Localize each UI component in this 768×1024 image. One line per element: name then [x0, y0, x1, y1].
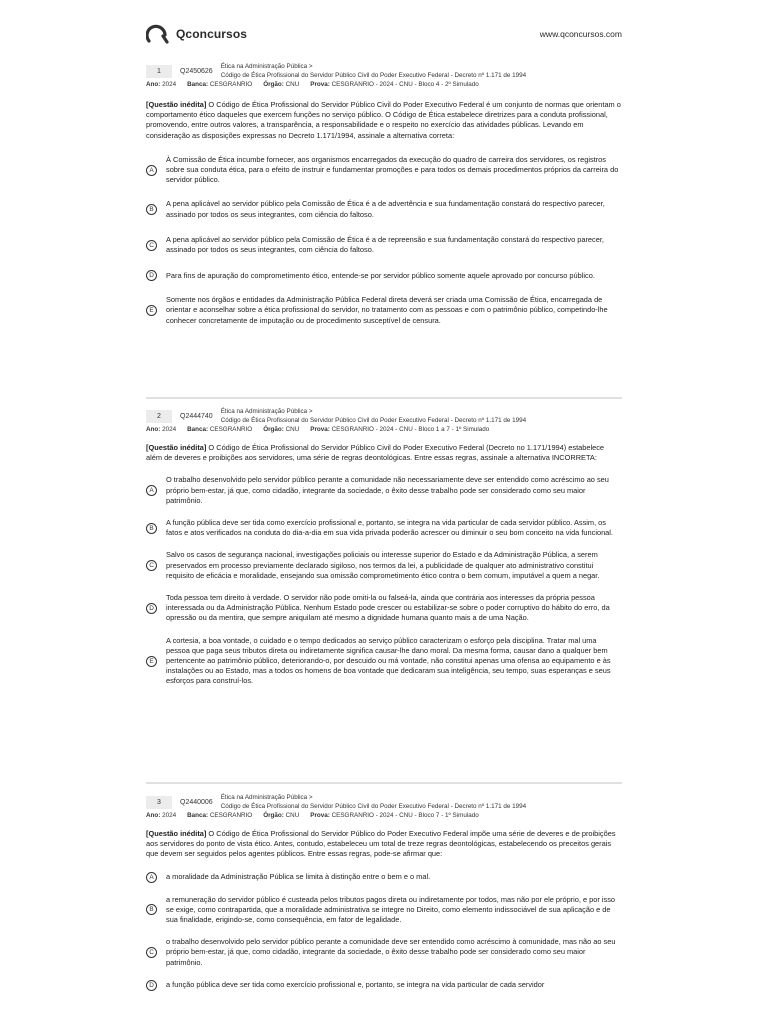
ano-value: 2024: [162, 81, 177, 88]
question-number: 1: [146, 65, 172, 78]
ano-label: Ano:: [146, 426, 161, 433]
statement-text: O Código de Ética Profissional do Servidor Público Civil do Poder Executivo Federal (Decreto no 1.171/1994) estabelece além de deveres e proibições aos servidores, uma série de regras deontológicas. Entre essas regras, assinale a alternativa INCORRETA:: [146, 443, 605, 463]
brand-name: Qconcursos: [176, 27, 248, 41]
question-id[interactable]: Q2440006: [180, 798, 213, 806]
ano-label: Ano:: [146, 812, 161, 819]
qconcursos-logo-icon: [146, 23, 170, 45]
statement-text: O Código de Ética Profissional do Servidor Público do Poder Executivo Federal impõe uma série de deveres e de proibições aos servidores do ponto de vista ético. Antes, contudo, estabeleceu um total de treze regras deontológicas, estabelecendo os preceitos gerais que devem ser seguidos pelos agentes públicos. Entre essas regras, pode-se afirmar que:: [146, 829, 616, 859]
alternative-text: À Comissão de Ética incumbe fornecer, aos organismos encarregados da execução do quadro de carreira dos servidores, os registros sobre sua conduta ética, para o efeito de instruir e fundamentar promoções e para todos os demais procedimentos próprios da carreira do servidor público.: [166, 154, 619, 185]
banca-label: Banca:: [187, 81, 209, 88]
ano-value: 2024: [162, 426, 177, 433]
question-number: 3: [146, 796, 172, 809]
alternative-a[interactable]: [146, 872, 622, 883]
alternative-d[interactable]: [146, 980, 622, 991]
subject[interactable]: Ética na Administração Pública >: [220, 794, 313, 801]
alternative-letter[interactable]: E: [146, 656, 157, 667]
question-header: [146, 62, 622, 80]
question-subjects: [221, 793, 526, 811]
alternative-text: A pena aplicável ao servidor público pela Comissão de Ética é a de advertência e sua fundamentação constará do respectivo parecer, assinado por todos os seus integrantes, com ciência do faltoso.: [166, 199, 605, 219]
alternative-b[interactable]: [146, 895, 622, 926]
alternative-text: o trabalho desenvolvido pelo servidor público perante a comunidade deve ser entendido como acréscimo à comunidade, mas não ao seu próprio bem-estar, já que, como cidadão, integrante da sociedade, o êxito desse trabalho pode ser considerado como seu maior patrimônio.: [166, 937, 616, 967]
statement-text: O Código de Ética Profissional do Servidor Público Civil do Poder Executivo Federal é um conjunto de normas que orientam o comportamento ético daqueles que exercem funções no serviço público. O Código de Ética estabelece diretrizes para a conduta profissional, promovendo, entre outros valores, a transparência, a responsabilidade e o respeito no exercício das atividades públicas. Levando em consideração as disposições expressas no Decreto 1.171/1994, assinale a alternativa correta:: [146, 100, 621, 140]
alternative-text: O trabalho desenvolvido pelo servidor público perante a comunidade não necessariamente deve ser entendido como acréscimo ao seu próprio bem-estar, já que, como cidadão, integrante da sociedade, o êxito desse trabalho pode ser considerado como seu maior patrimônio.: [166, 475, 609, 505]
alternative-letter[interactable]: B: [146, 204, 157, 215]
alternative-text: A pena aplicável ao servidor público pela Comissão de Ética é a de repreensão e sua fundamentação constará do respectivo parecer, assinado por todos os seus integrantes, com ciência do faltoso.: [166, 234, 604, 255]
alternative-letter[interactable]: D: [146, 980, 157, 991]
prova-value: CESGRANRIO - 2024 - CNU - Bloco 1 a 7 - 1º Simulado: [331, 426, 490, 433]
question-meta: [146, 426, 622, 433]
question-meta: [146, 81, 622, 88]
site-url[interactable]: www.qconcursos.com: [539, 29, 622, 39]
alternative-c[interactable]: [146, 550, 622, 581]
prova-label: Prova:: [310, 81, 330, 88]
subject[interactable]: Ética na Administração Pública >: [220, 63, 313, 70]
question-statement: [146, 443, 622, 463]
subsubject[interactable]: Código de Ética Profissional do Servidor Público Civil do Poder Executivo Federal - Decreto nº 1.171 de 1994: [220, 72, 527, 79]
question-statement: [146, 829, 622, 860]
alternative-d[interactable]: [146, 270, 622, 281]
alternative-a[interactable]: [146, 155, 622, 186]
subject[interactable]: Ética na Administração Pública >: [220, 408, 313, 415]
banca-value: CESGRANRIO: [209, 81, 253, 88]
alternative-text: Somente nos órgãos e entidades da Administração Pública Federal direta deverá ser criada uma Comissão de Ética, encarregada de orientar e aconselhar sobre a ética profissional do servidor, no tratamento com as pessoas e com o patrimônio público, competindo-lhe conhecer concretamente de imputação ou de procedimento susceptível de censura.: [166, 295, 608, 325]
page-header: [146, 22, 622, 46]
prova-label: Prova:: [310, 812, 330, 819]
alternative-letter[interactable]: A: [146, 485, 157, 496]
question-header: [146, 407, 622, 425]
alternative-text: a moralidade da Administração Pública se limita à distinção entre o bem e o mal.: [166, 872, 431, 881]
orgao-label: Órgão:: [263, 426, 284, 433]
alternative-d[interactable]: [146, 593, 622, 624]
question-tag: [Questão inédita]: [146, 829, 207, 838]
alternative-letter[interactable]: E: [146, 305, 157, 316]
alternative-letter[interactable]: D: [146, 603, 157, 614]
alternative-c[interactable]: [146, 235, 622, 255]
question-card: [146, 407, 622, 687]
question-card: [146, 793, 622, 991]
banca-value: CESGRANRIO: [209, 812, 253, 819]
orgao-value: CNU: [285, 81, 300, 88]
alternative-letter[interactable]: C: [146, 560, 157, 571]
banca-label: Banca:: [187, 812, 209, 819]
alternative-letter[interactable]: B: [146, 523, 157, 534]
alternative-letter[interactable]: C: [146, 240, 157, 251]
orgao-label: Órgão:: [263, 812, 284, 819]
question-divider: [146, 397, 622, 399]
prova-value: CESGRANRIO - 2024 - CNU - Bloco 4 - 2º Simulado: [331, 81, 479, 88]
alternative-text: A função pública deve ser tida como exercício profissional e, portanto, se integra na vida particular de cada servidor público. Assim, os fatos e atos verificados na conduta do dia-a-dia em sua vida privada poderão acrescer ou diminuir o seu bom conceito na vida funcional.: [166, 518, 613, 538]
alternative-text: Toda pessoa tem direito à verdade. O servidor não pode omiti-la ou falseá-la, ainda que contrária aos interesses da própria pessoa interessada ou da Administração Pública. Nenhum Estado pode crescer ou estabilizar-se sobre o poder corruptivo do hábito do erro, da opressão ou da mentira, que sempre aniquilam até mesmo a dignidade humana quanto mais a de uma Nação.: [166, 593, 610, 623]
alternative-letter[interactable]: D: [146, 270, 157, 281]
question-tag: [Questão inédita]: [146, 100, 207, 109]
question-id[interactable]: Q2450626: [180, 67, 213, 75]
alternative-b[interactable]: [146, 518, 622, 538]
question-header: [146, 793, 622, 811]
ano-label: Ano:: [146, 81, 161, 88]
alternative-c[interactable]: [146, 937, 622, 968]
question-card: [146, 62, 622, 326]
orgao-label: Órgão:: [263, 81, 284, 88]
ano-value: 2024: [162, 812, 177, 819]
question-subjects: [221, 62, 526, 80]
alternative-a[interactable]: [146, 475, 622, 506]
subsubject[interactable]: Código de Ética Profissional do Servidor Público Civil do Poder Executivo Federal - Decreto nº 1.171 de 1994: [220, 417, 527, 424]
alternative-text: Salvo os casos de segurança nacional, investigações policiais ou interesse superior do Estado e da Administração Pública, a serem preservados em processo previamente declarado sigiloso, nos termos da lei, a publicidade de qualquer ato administrativo constitui requisito de eficácia e moralidade, ensejando sua omissão comprometimento ético contra o bem comum, imputável a quem a negar.: [166, 550, 600, 580]
alternative-text: a função pública deve ser tida como exercício profissional e, portanto, se integra na vida particular de cada servidor: [166, 980, 545, 990]
alternative-e[interactable]: [146, 636, 622, 687]
question-number: 2: [146, 410, 172, 423]
alternative-text: a remuneração do servidor público é custeada pelos tributos pagos direta ou indiretamente por todos, mas não por ele próprio, e por isso se exige, como contrapartida, que a moralidade administrativa se integre no Direito, como elemento indissociável de sua aplicação e de sua finalidade, erigindo-se, como consequência, em fator de legalidade.: [166, 894, 616, 925]
subsubject[interactable]: Código de Ética Profissional do Servidor Público Civil do Poder Executivo Federal - Decreto nº 1.171 de 1994: [220, 803, 527, 810]
brand: [146, 23, 247, 45]
alternative-text: A cortesia, a boa vontade, o cuidado e o tempo dedicados ao serviço público caracterizam o esforço pela disciplina. Tratar mal uma pessoa que paga seus tributos direta ou indiretamente significa causar-lhe dano moral. Da mesma forma, causar dano a qualquer bem pertencente ao patrimônio público, deteriorando-o, por descuido ou má vontade, não constitui apenas uma ofensa ao equipamento e às instalações ou ao Estado, mas a todos os homens de boa vontade que dedicaram sua inteligência, seu tempo, suas esperanças e seus esforços para construí-los.: [166, 635, 611, 686]
question-statement: [146, 100, 622, 141]
orgao-value: CNU: [285, 812, 300, 819]
question-tag: [Questão inédita]: [146, 443, 207, 452]
alternative-letter[interactable]: C: [146, 947, 157, 958]
question-divider: [146, 782, 622, 784]
prova-label: Prova:: [310, 426, 330, 433]
prova-value: CESGRANRIO - 2024 - CNU - Bloco 7 - 1º Simulado: [331, 812, 479, 819]
question-meta: [146, 812, 622, 819]
question-id[interactable]: Q2444740: [180, 412, 213, 420]
orgao-value: CNU: [285, 426, 300, 433]
alternative-letter[interactable]: B: [146, 904, 157, 915]
alternative-letter[interactable]: A: [146, 165, 157, 176]
alternative-letter[interactable]: A: [146, 872, 157, 883]
alternative-text: Para fins de apuração do comprometimento ético, entende-se por servidor público somente aquele aprovado por concurso público.: [166, 270, 595, 280]
alternative-e[interactable]: [146, 295, 622, 326]
alternative-b[interactable]: [146, 199, 622, 219]
question-subjects: [221, 407, 526, 425]
banca-value: CESGRANRIO: [209, 426, 253, 433]
banca-label: Banca:: [187, 426, 209, 433]
